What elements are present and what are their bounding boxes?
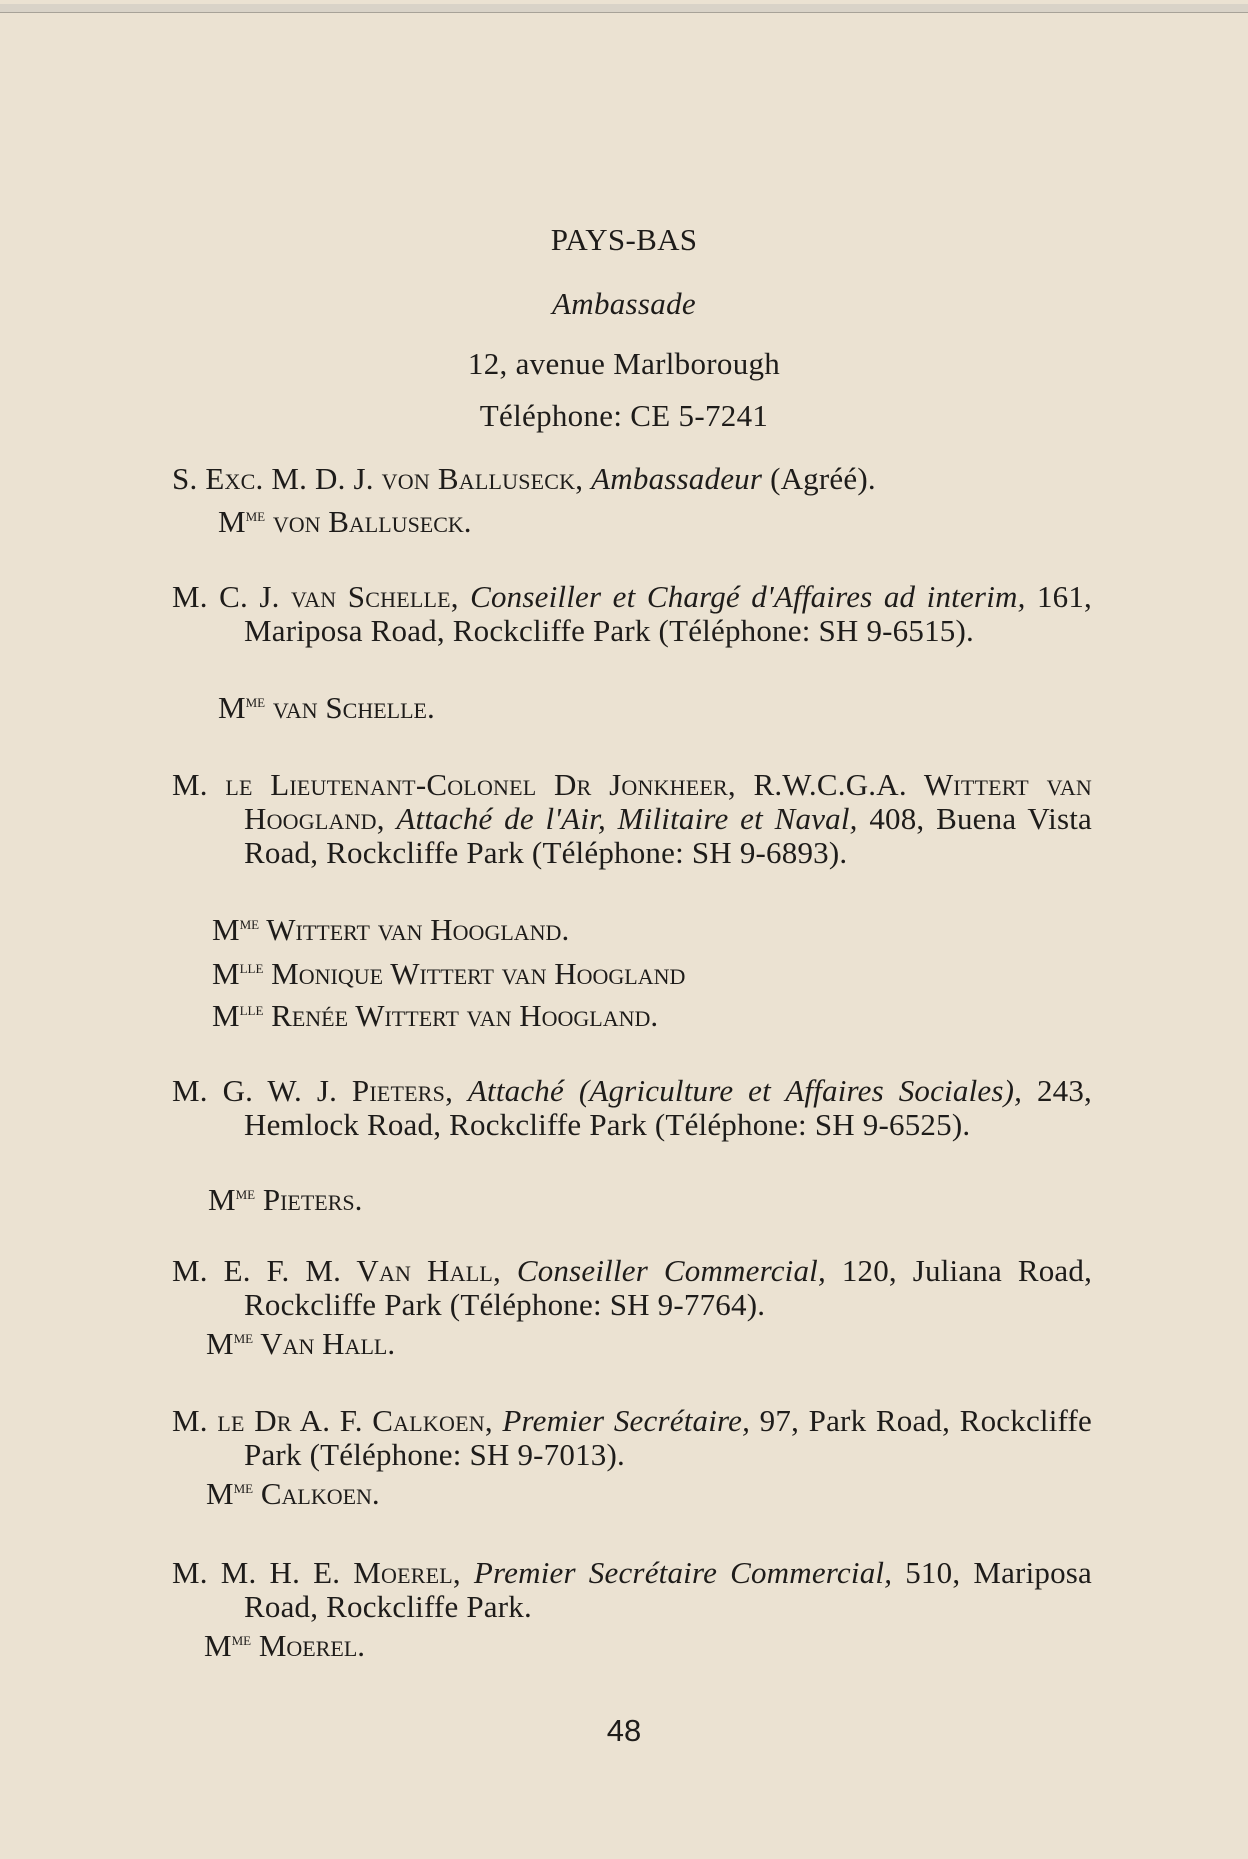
entry-name: M. C. J. van Schelle, bbox=[172, 579, 459, 614]
spouse-line: $M^{me}$ Moerel. bbox=[204, 1628, 366, 1663]
entry-name: M. M. H. E. Moerel, bbox=[172, 1555, 461, 1590]
entry-details: 97, Park Road, Rockcliffe Park (Téléphone: SH 9-7013). bbox=[244, 1403, 1092, 1472]
entry-counsellor bbox=[172, 580, 1092, 648]
mission-address: 12, avenue Marlborough bbox=[467, 346, 781, 381]
page-top-edge bbox=[0, 4, 1248, 13]
entry-name: M. le Dr A. F. Calkoen, bbox=[172, 1403, 493, 1438]
spouse-line: $M^{me}$ Van Hall. bbox=[206, 1326, 396, 1361]
spouse-line: $M^{me}$ Calkoen. bbox=[206, 1476, 380, 1511]
entry-details: 408, Buena Vista Road, Rockcliffe Park (Téléphone: SH 9-6893). bbox=[244, 801, 1092, 870]
mission-phone: Téléphone: CE 5-7241 bbox=[479, 398, 769, 433]
mission-type: Ambassade bbox=[552, 286, 696, 321]
entry-attache-air bbox=[172, 768, 1092, 870]
entry-title: Ambassadeur bbox=[591, 461, 763, 496]
entry-name: M. G. W. J. Pieters, bbox=[172, 1073, 454, 1108]
entry-details: 161, Mariposa Road, Rockcliffe Park (Téléphone: SH 9-6515). bbox=[244, 579, 1092, 648]
entry-title: Premier Secrétaire Commercial, bbox=[473, 1555, 893, 1590]
entry-details: (Agréé). bbox=[762, 461, 876, 496]
entry-title: Conseiller Commercial, bbox=[516, 1253, 826, 1288]
entry-first-secretary bbox=[172, 1404, 1092, 1472]
entry-ambassador bbox=[172, 462, 1092, 496]
entry-name: M. E. F. M. Van Hall, bbox=[172, 1253, 501, 1288]
spouse-line: $M^{me}$ Pieters. bbox=[208, 1182, 363, 1217]
spouse-line: $M^{me}$ von Balluseck. bbox=[218, 504, 472, 539]
entry-first-commercial-secretary bbox=[172, 1556, 1092, 1624]
spouse-line: $M^{lle}$ Monique Wittert van Hoogland bbox=[212, 956, 686, 991]
spouse-line: $M^{lle}$ Renée Wittert van Hoogland. bbox=[212, 998, 659, 1033]
entry-details: 120, Juliana Road, Rockcliffe Park (Téléphone: SH 9-7764). bbox=[244, 1253, 1093, 1322]
entry-title: Premier Secrétaire, bbox=[502, 1403, 751, 1438]
entry-title: Conseiller et Chargé d'Affaires ad interim, bbox=[470, 579, 1026, 614]
entry-title: Attaché de l'Air, Militaire et Naval, bbox=[396, 801, 858, 836]
page-number: 48 bbox=[606, 1713, 642, 1748]
entry-commercial-counsellor bbox=[172, 1254, 1092, 1322]
spouse-line: $M^{me}$ Wittert van Hoogland. bbox=[212, 912, 570, 947]
spouse-line: $M^{me}$ van Schelle. bbox=[218, 690, 435, 725]
entry-name: S. Exc. M. D. J. von Balluseck, bbox=[172, 461, 584, 496]
entry-title: Attaché (Agriculture et Affaires Sociales), bbox=[467, 1073, 1023, 1108]
country-heading: PAYS-BAS bbox=[550, 222, 698, 257]
entry-name: M. le Lieutenant-Colonel Dr Jonkheer, R.W.C.G.A. Wittert van Hoogland, bbox=[172, 767, 1092, 836]
entry-details: 243, Hemlock Road, Rockcliffe Park (Téléphone: SH 9-6525). bbox=[244, 1073, 1092, 1142]
entry-details: 510, Mariposa Road, Rockcliffe Park. bbox=[244, 1555, 1093, 1624]
entry-attache-agriculture bbox=[172, 1074, 1092, 1142]
